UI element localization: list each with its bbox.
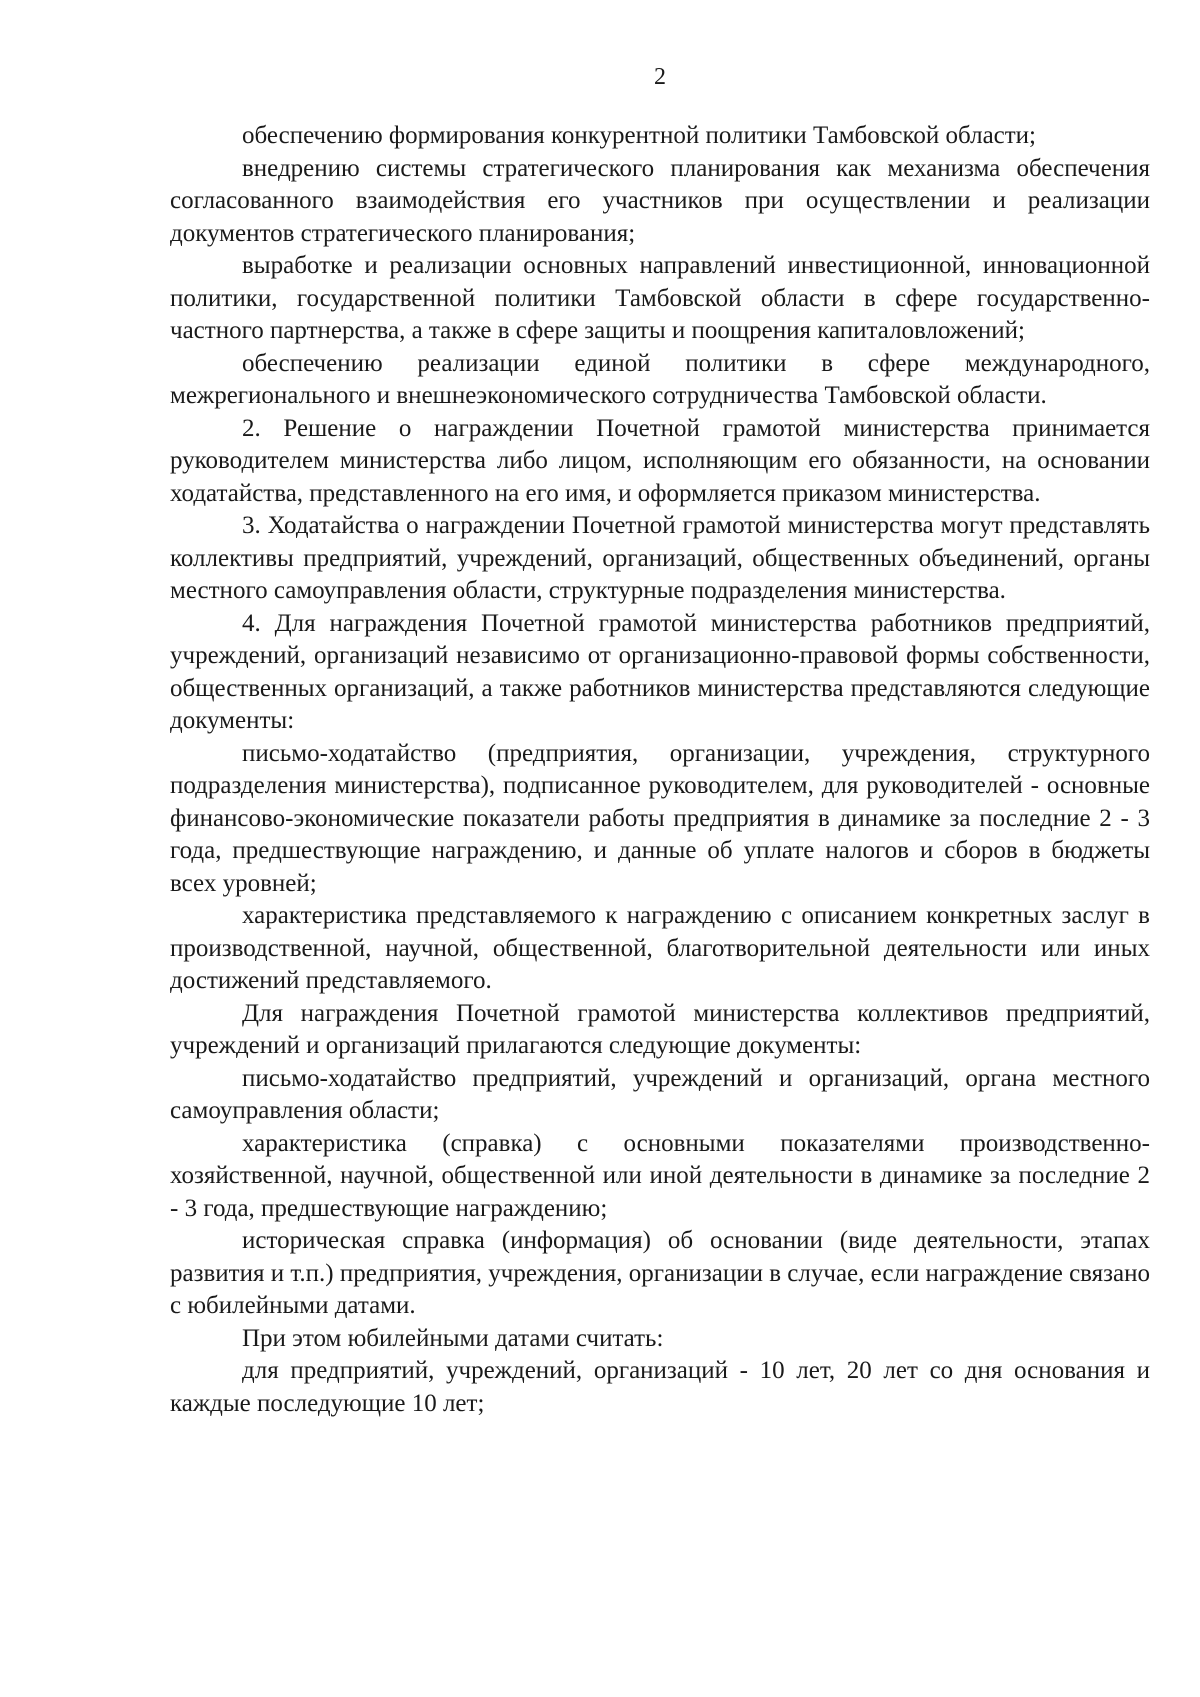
paragraph-item-4-employee-documents: 4. Для награждения Почетной грамотой министерства работников предприятий, учреждений, организаций независимо от организационно-правовой формы собственности, общественных организаций, а также работников министерства представляются следующие документы: (170, 609, 1150, 734)
document-body (170, 120, 1150, 1420)
paragraph-investment-policy: выработке и реализации основных направлений инвестиционной, инновационной политики, государственной политики Тамбовской области в сфере государственно-частного партнерства, а также в сфере защиты и поощрения капиталовложений; (170, 252, 1150, 344)
page-number: 2 (654, 64, 666, 90)
paragraph-competition-policy: обеспечению формирования конкурентной политики Тамбовской области; (242, 122, 1037, 149)
paragraph-international-cooperation: обеспечению реализации единой политики в сфере международного, межрегионального и внешнеэкономического сотрудничества Тамбовской области. (170, 349, 1150, 409)
paragraph-strategic-planning: внедрению системы стратегического планирования как механизма обеспечения согласованного взаимодействия его участников при осуществлении и реализации документов стратегического планирования; (170, 154, 1150, 247)
paragraph-item-2-award-decision: 2. Решение о награждении Почетной грамотой министерства принимается руководителем министерства либо лицом, исполняющим его обязанности, на основании ходатайства, представленного на его имя, и оформляется приказом министерства. (170, 414, 1150, 507)
paragraph-anniversary-dates-organizations: для предприятий, учреждений, организаций - 10 лет, 20 лет со дня основания и каждые последующие 10 лет; (170, 1357, 1150, 1417)
paragraph-characteristic: характеристика представляемого к награждению с описанием конкретных заслуг в производственной, научной, общественной, благотворительной деятельности или иных достижений представляемого. (170, 902, 1150, 994)
paragraph-item-3-petitions: 3. Ходатайства о награждении Почетной грамотой министерства могут представлять коллективы предприятий, учреждений, организаций, общественных объединений, органы местного самоуправления области, структурные подразделения министерства. (170, 512, 1150, 604)
paragraph-petition-letter: письмо-ходатайство (предприятия, организации, учреждения, структурного подразделения министерства), подписанное руководителем, для руководителей - основные финансово-экономические показатели работы предприятия в динамике за последние 2 - 3 года, предшествующие награждению, и данные об уплате налогов и сборов в бюджеты всех уровней; (170, 739, 1150, 897)
paragraph-collective-petition-letter: письмо-ходатайство предприятий, учреждений и организаций, органа местного самоуправления области; (170, 1064, 1150, 1124)
paragraph-collective-characteristic: характеристика (справка) с основными показателями производственно-хозяйственной, научной, общественной или иной деятельности в динамике за последние 2 - 3 года, предшествующие награждению; (170, 1129, 1150, 1222)
paragraph-anniversary-dates-intro: При этом юбилейными датами считать: (242, 1324, 664, 1352)
paragraph-historical-reference: историческая справка (информация) об основании (виде деятельности, этапах развития и т.п.) предприятия, учреждения, организации в случае, если награждение связано с юбилейными датами. (170, 1227, 1150, 1319)
paragraph-collective-award-documents: Для награждения Почетной грамотой министерства коллективов предприятий, учреждений и организаций прилагаются следующие документы: (170, 999, 1150, 1059)
